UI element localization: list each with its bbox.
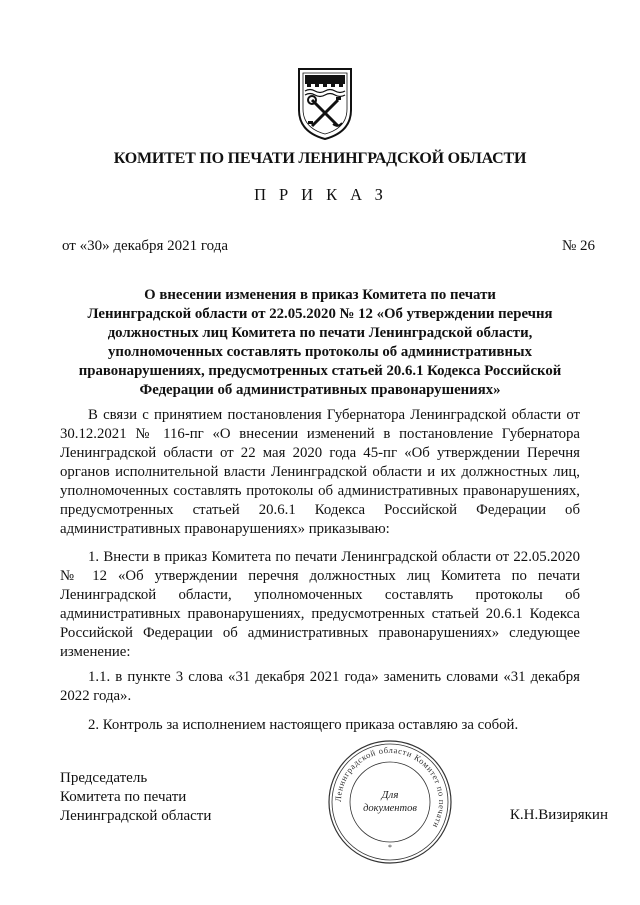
- leningrad-oblast-coat-of-arms-icon: [296, 66, 354, 142]
- stamp-outer-text: Ленинградской области Комитет по печати: [332, 744, 448, 831]
- subject-line: уполномоченных составлять протоколы об административных: [108, 344, 532, 360]
- preamble-paragraph: В связи с принятием постановления Губернатора Ленинградской области от 30.12.2021 № 116-пг «О внесении изменений в постановление Губернатора Ленинградской области от 22 мая 2020 года 45-пг «Об утверждении Перечня органов исполнительной власти Ленинградской области и их должностных лиц, уполномоченных составлять протоколы об административных правонарушениях, предусмотренных статьей 20.6.1 Кодекса Российской Федерации об административных правонарушениях» приказываю:: [60, 407, 580, 537]
- position-line: Председатель: [60, 770, 148, 786]
- stamp-center-line: документов: [363, 803, 417, 814]
- stamp-center-line: Для: [381, 789, 399, 801]
- subject-line: должностных лиц Комитета по печати Ленинградской области,: [107, 325, 533, 341]
- subject-line: О внесении изменения в приказ Комитета по печати: [144, 287, 496, 303]
- position-line: Ленинградской области: [60, 808, 212, 824]
- document-date: от «30» декабря 2021 года: [62, 238, 229, 254]
- document-subject: [60, 286, 580, 400]
- item-1-1-paragraph: 1.1. в пункте 3 слова «31 декабря 2021 года» заменить словами «31 декабря 2022 года».: [60, 669, 580, 704]
- item-1-paragraph: 1. Внести в приказ Комитета по печати Ленинградской области от 22.05.2020 № 12 «Об утверждении перечня должностных лиц Комитета по печати Ленинградской области, уполномоченных составлять протоколы об административных правонарушениях, предусмотренных статьей 20.6.1 Кодекса Российской Федерации об административных правонарушениях» следующее изменение:: [60, 549, 580, 660]
- document-type: ПРИКАЗ: [254, 185, 396, 204]
- svg-text:Ленинградской области Комитет: [333, 745, 447, 830]
- document-number: № 26: [561, 238, 595, 254]
- subject-line: Федерации об административных правонарушениях»: [139, 382, 501, 398]
- subject-line: правонарушениях, предусмотренных статьей 20.6.1 Кодекса Российской: [78, 363, 562, 379]
- signatory-name: К.Н.Визирякин: [509, 807, 608, 823]
- signatory-position: [60, 769, 211, 826]
- svg-text:*: *: [388, 843, 392, 852]
- position-line: Комитета по печати: [60, 789, 187, 805]
- organization-title: КОМИТЕТ ПО ПЕЧАТИ ЛЕНИНГРАДСКОЙ ОБЛАСТИ: [113, 150, 527, 167]
- item-2-paragraph: 2. Контроль за исполнением настоящего приказа оставляю за собой.: [88, 717, 519, 733]
- round-stamp-icon: [326, 738, 454, 866]
- subject-line: Ленинградской области от 22.05.2020 № 12 «Об утверждении перечня: [87, 306, 553, 322]
